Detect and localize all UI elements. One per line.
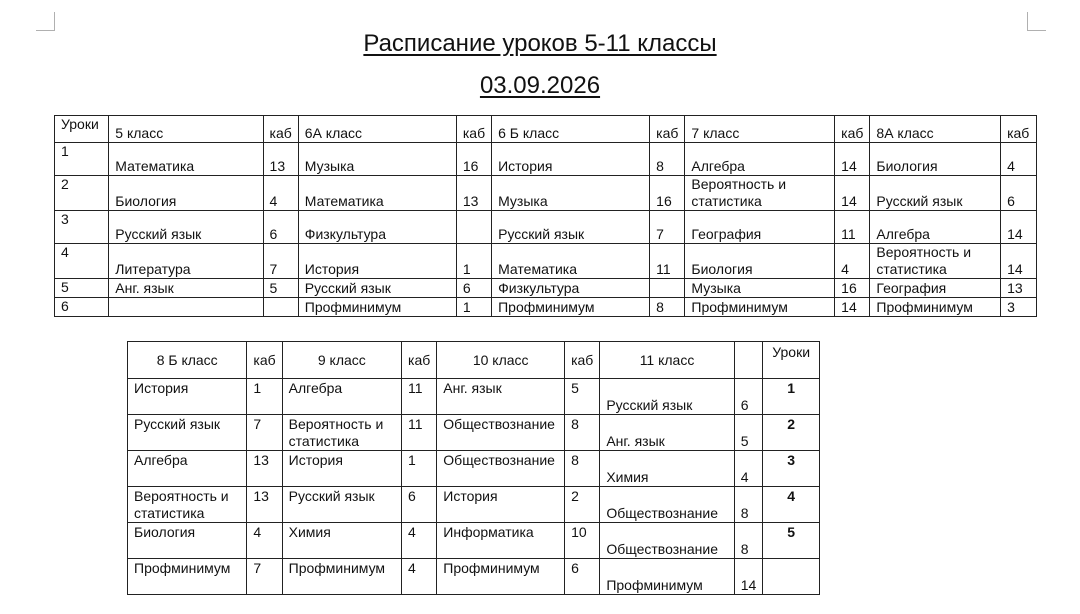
lesson-number-cell xyxy=(763,559,820,595)
table-header-row xyxy=(55,116,1037,143)
lesson-number-cell: 4 xyxy=(763,487,820,523)
subject-cell: Русский язык xyxy=(109,211,263,244)
subject-cell: Русский язык xyxy=(128,415,247,451)
room-cell: 7 xyxy=(263,244,298,279)
room-cell: 1 xyxy=(456,298,491,317)
subject-cell: История xyxy=(282,451,401,487)
lessons-header-cell: Уроки xyxy=(55,116,109,143)
room-cell: 16 xyxy=(650,176,685,211)
column-header-cell: 9 класс xyxy=(282,342,401,379)
subject-cell: География xyxy=(870,279,1001,298)
room-cell: 4 xyxy=(402,559,437,595)
subject-cell: Анг. язык xyxy=(600,415,734,451)
subject-cell: Профминимум xyxy=(128,559,247,595)
lesson-number-cell: 6 xyxy=(55,298,109,317)
subject-cell: Русский язык xyxy=(600,379,734,415)
subject-cell: Обществознание xyxy=(437,451,565,487)
column-header-cell: 8А класс xyxy=(870,116,1001,143)
room-cell: 6 xyxy=(263,211,298,244)
room-cell: 13 xyxy=(263,143,298,176)
subject-cell: География xyxy=(685,211,835,244)
subject-cell xyxy=(109,298,263,317)
room-cell: 14 xyxy=(835,176,870,211)
room-cell: 4 xyxy=(734,451,763,487)
room-cell: 13 xyxy=(247,487,282,523)
column-header-cell: каб xyxy=(565,342,600,379)
lessons-header-cell: Уроки xyxy=(763,342,820,379)
subject-cell: Русский язык xyxy=(870,176,1001,211)
subject-cell: Музыка xyxy=(298,143,456,176)
room-cell: 5 xyxy=(263,279,298,298)
subject-cell: Физкультура xyxy=(492,279,650,298)
subject-cell: Анг. язык xyxy=(109,279,263,298)
room-cell: 3 xyxy=(1001,298,1037,317)
room-cell: 5 xyxy=(565,379,600,415)
room-cell: 4 xyxy=(247,523,282,559)
subject-cell: Химия xyxy=(282,523,401,559)
room-cell: 14 xyxy=(1001,211,1037,244)
column-header-cell: 5 класс xyxy=(109,116,263,143)
subject-cell: Биология xyxy=(870,143,1001,176)
table-row xyxy=(128,523,820,559)
table-row xyxy=(128,451,820,487)
subject-cell: Русский язык xyxy=(298,279,456,298)
room-cell: 11 xyxy=(650,244,685,279)
room-cell: 1 xyxy=(456,244,491,279)
room-cell: 6 xyxy=(565,559,600,595)
room-cell: 1 xyxy=(247,379,282,415)
document-date: 03.09.2026 xyxy=(479,72,601,99)
room-cell: 8 xyxy=(650,298,685,317)
room-cell: 13 xyxy=(247,451,282,487)
subject-cell: Профминимум xyxy=(685,298,835,317)
subject-cell: Математика xyxy=(109,143,263,176)
subject-cell: Информатика xyxy=(437,523,565,559)
column-header-cell: 10 класс xyxy=(437,342,565,379)
room-cell: 8 xyxy=(734,523,763,559)
column-header-cell: каб xyxy=(1001,116,1037,143)
room-cell: 4 xyxy=(263,176,298,211)
column-header-cell: 8 Б класс xyxy=(128,342,247,379)
lesson-number-cell: 3 xyxy=(55,211,109,244)
subject-cell: История xyxy=(437,487,565,523)
subject-cell: Русский язык xyxy=(282,487,401,523)
table-row xyxy=(128,379,820,415)
room-cell: 11 xyxy=(402,415,437,451)
room-cell: 10 xyxy=(565,523,600,559)
subject-cell: История xyxy=(298,244,456,279)
room-cell: 8 xyxy=(565,415,600,451)
room-cell: 11 xyxy=(402,379,437,415)
room-cell: 14 xyxy=(835,143,870,176)
table-row xyxy=(128,559,820,595)
room-cell: 13 xyxy=(1001,279,1037,298)
room-cell: 2 xyxy=(565,487,600,523)
table-row xyxy=(55,211,1037,244)
lesson-number-cell: 3 xyxy=(763,451,820,487)
room-cell: 8 xyxy=(650,143,685,176)
schedule-table-8b-11 xyxy=(127,341,820,595)
subject-cell: История xyxy=(128,379,247,415)
column-header-cell: каб xyxy=(247,342,282,379)
subject-cell: Профминимум xyxy=(492,298,650,317)
room-cell: 4 xyxy=(402,523,437,559)
room-cell: 1 xyxy=(402,451,437,487)
lesson-number-cell: 5 xyxy=(763,523,820,559)
column-header-cell: каб xyxy=(263,116,298,143)
subject-cell: Русский язык xyxy=(492,211,650,244)
column-header-cell: каб xyxy=(456,116,491,143)
room-cell xyxy=(650,279,685,298)
room-cell xyxy=(456,211,491,244)
subject-cell: Химия xyxy=(600,451,734,487)
schedule-table-5-8a xyxy=(54,115,1037,317)
column-header-cell: 6 Б класс xyxy=(492,116,650,143)
subject-cell: Литература xyxy=(109,244,263,279)
column-header-cell xyxy=(734,342,763,379)
subject-cell: Алгебра xyxy=(282,379,401,415)
subject-cell: Профминимум xyxy=(600,559,734,595)
lesson-number-cell: 1 xyxy=(763,379,820,415)
lesson-number-cell: 4 xyxy=(55,244,109,279)
room-cell: 8 xyxy=(565,451,600,487)
subject-cell: Обществознание xyxy=(600,487,734,523)
subject-cell: Вероятность и статистика xyxy=(128,487,247,523)
subject-cell: Музыка xyxy=(492,176,650,211)
subject-cell: Биология xyxy=(128,523,247,559)
column-header-cell: каб xyxy=(835,116,870,143)
subject-cell: Биология xyxy=(109,176,263,211)
table-row xyxy=(55,176,1037,211)
lesson-number-cell: 1 xyxy=(55,143,109,176)
column-header-cell: 6А класс xyxy=(298,116,456,143)
room-cell: 14 xyxy=(835,298,870,317)
room-cell: 5 xyxy=(734,415,763,451)
subject-cell: Профминимум xyxy=(870,298,1001,317)
room-cell: 6 xyxy=(402,487,437,523)
subject-cell: Обществознание xyxy=(600,523,734,559)
lesson-number-cell: 2 xyxy=(763,415,820,451)
room-cell: 11 xyxy=(835,211,870,244)
subject-cell: Профминимум xyxy=(437,559,565,595)
page-corner-mark-top-right xyxy=(1027,12,1046,31)
subject-cell: Математика xyxy=(492,244,650,279)
subject-cell: Математика xyxy=(298,176,456,211)
subject-cell: Музыка xyxy=(685,279,835,298)
room-cell: 7 xyxy=(247,559,282,595)
column-header-cell: 7 класс xyxy=(685,116,835,143)
room-cell: 6 xyxy=(1001,176,1037,211)
subject-cell: Вероятность и статистика xyxy=(870,244,1001,279)
table-row xyxy=(128,415,820,451)
subject-cell: Анг. язык xyxy=(437,379,565,415)
room-cell: 8 xyxy=(734,487,763,523)
column-header-cell: каб xyxy=(650,116,685,143)
document-title: Расписание уроков 5-11 классы xyxy=(363,30,717,57)
subject-cell: Обществознание xyxy=(437,415,565,451)
subject-cell: Вероятность и статистика xyxy=(282,415,401,451)
room-cell: 14 xyxy=(1001,244,1037,279)
lesson-number-cell: 2 xyxy=(55,176,109,211)
room-cell: 6 xyxy=(734,379,763,415)
table-row xyxy=(128,487,820,523)
page-corner-mark-top-left xyxy=(36,12,55,31)
room-cell: 16 xyxy=(835,279,870,298)
subject-cell: Вероятность и статистика xyxy=(685,176,835,211)
room-cell: 7 xyxy=(247,415,282,451)
room-cell: 14 xyxy=(734,559,763,595)
room-cell: 6 xyxy=(456,279,491,298)
subject-cell: Физкультура xyxy=(298,211,456,244)
room-cell: 4 xyxy=(1001,143,1037,176)
subject-cell: Алгебра xyxy=(128,451,247,487)
room-cell xyxy=(263,298,298,317)
subject-cell: История xyxy=(492,143,650,176)
subject-cell: Профминимум xyxy=(298,298,456,317)
lesson-number-cell: 5 xyxy=(55,279,109,298)
table-header-row xyxy=(128,342,820,379)
table-row xyxy=(55,279,1037,298)
room-cell: 4 xyxy=(835,244,870,279)
table-row xyxy=(55,298,1037,317)
table-row xyxy=(55,143,1037,176)
room-cell: 7 xyxy=(650,211,685,244)
subject-cell: Алгебра xyxy=(870,211,1001,244)
room-cell: 13 xyxy=(456,176,491,211)
subject-cell: Профминимум xyxy=(282,559,401,595)
subject-cell: Алгебра xyxy=(685,143,835,176)
column-header-cell: каб xyxy=(402,342,437,379)
column-header-cell: 11 класс xyxy=(600,342,734,379)
room-cell: 16 xyxy=(456,143,491,176)
subject-cell: Биология xyxy=(685,244,835,279)
table-row xyxy=(55,244,1037,279)
